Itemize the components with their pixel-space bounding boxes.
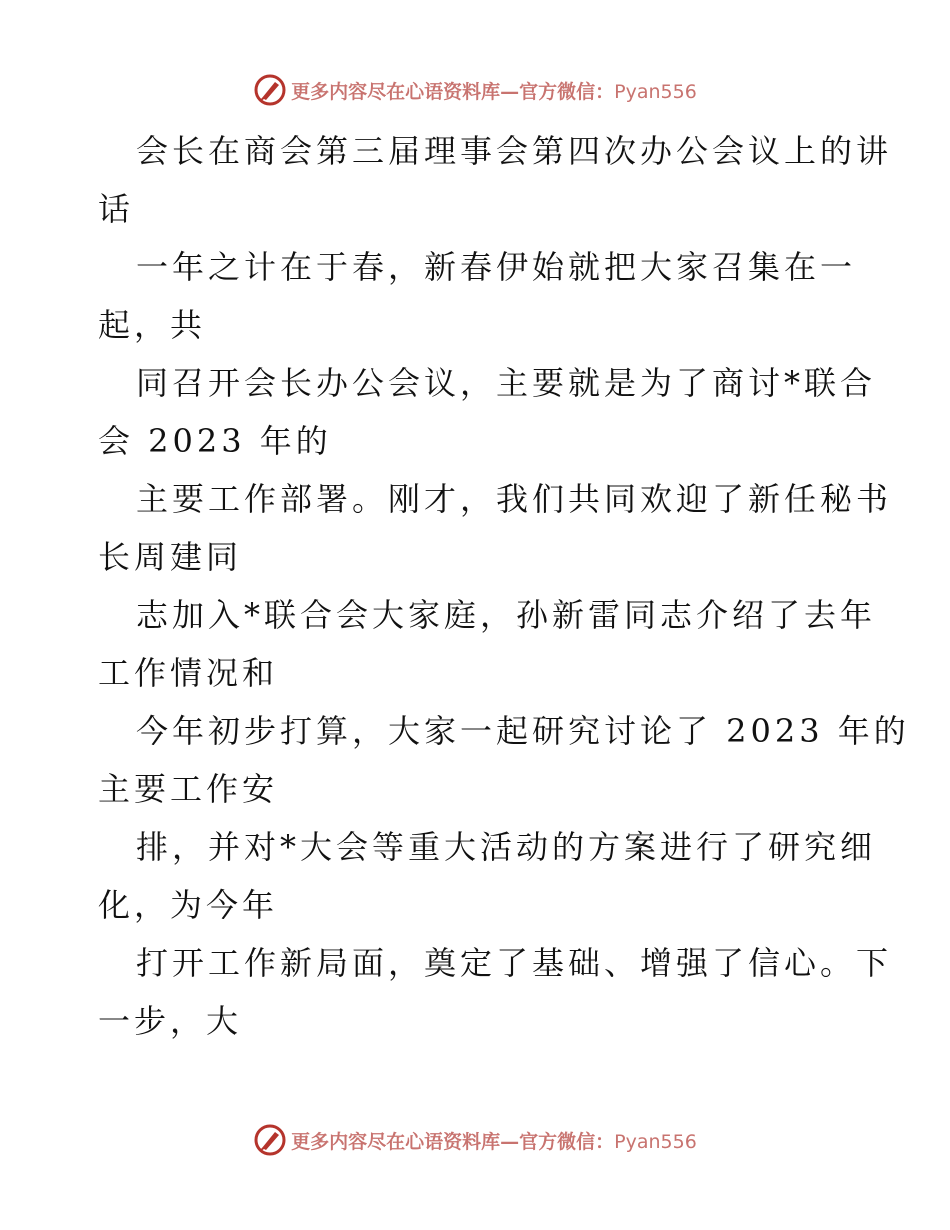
document-title: 会长在商会第三届理事会第四次办公会议上的讲 (136, 132, 893, 170)
text-line: 打开工作新局面，奠定了基础、增强了信心。下 (136, 944, 893, 982)
text-line: 工作情况和 (98, 654, 279, 692)
text-line: 一步，大 (98, 1002, 243, 1040)
text-line: 话 (98, 190, 135, 228)
footer-wechat-id: Pyan556 (614, 1130, 697, 1153)
header-watermark (0, 70, 950, 110)
text-line: 会 2023 年的 (98, 422, 332, 460)
footer-watermark (0, 1120, 950, 1160)
document-body (98, 122, 910, 1050)
text-line: 今年初步打算，大家一起研究讨论了 2023 年的 (136, 712, 910, 750)
text-line: 起，共 (98, 306, 207, 344)
quill-logo-icon (253, 73, 287, 107)
header-banner-text: 更多内容尽在心语资料库—官方微信：Pyan556 (291, 80, 697, 103)
quill-logo-icon (253, 1123, 287, 1157)
text-line: 长周建同 (98, 538, 243, 576)
text-line: 一年之计在于春，新春伊始就把大家召集在一 (136, 248, 857, 286)
text-line: 主要工作部署。刚才，我们共同欢迎了新任秘书 (136, 480, 893, 518)
text-line: 同召开会长办公会议，主要就是为了商讨*联合 (136, 364, 877, 402)
text-line: 主要工作安 (98, 770, 279, 808)
text-line: 排，并对*大会等重大活动的方案进行了研究细 (136, 828, 877, 866)
footer-banner-text: 更多内容尽在心语资料库—官方微信：Pyan556 (291, 1130, 697, 1153)
text-line: 化，为今年 (98, 886, 279, 924)
text-line: 志加入*联合会大家庭，孙新雷同志介绍了去年 (136, 596, 877, 634)
header-wechat-id: Pyan556 (614, 80, 697, 103)
